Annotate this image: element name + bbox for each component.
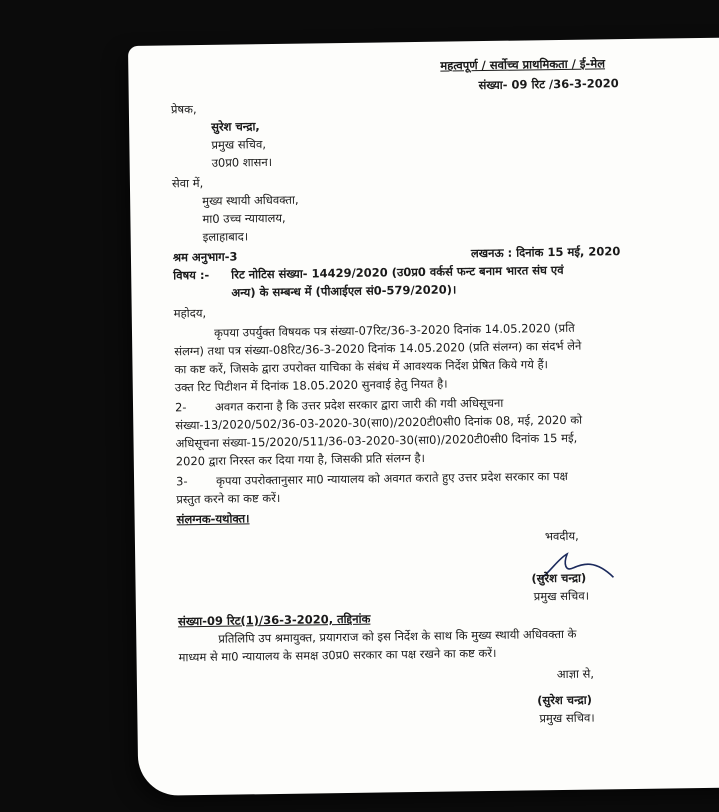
subject-label: विषय :- (173, 267, 210, 283)
letter-content (128, 38, 719, 796)
recipient-city: इलाहाबाद। (202, 229, 249, 244)
copy-order: आज्ञा से, (556, 666, 595, 682)
copy-reference: संख्या-09 रिट(1)/36-3-2020, तद्दिनांक (177, 611, 371, 629)
sender-name: सुरेश चन्द्रा, (211, 119, 260, 134)
paragraph-2-line-4: 2020 द्वारा निरस्त कर दिया गया है, जिसकी प्रति संलग्न है। (175, 450, 426, 469)
salutation: महोदय, (173, 305, 207, 321)
copy-line-1: प्रतिलिपि उप श्रमायुक्त, प्रयागराज को इस निर्देश के साथ कि मुख्य स्थायी अधिवक्ता के (218, 626, 577, 646)
paragraph-1-line-2: संलग्न) तथा पत्र संख्या-08रिट/36-3-2020 दिनांक 14.05.2020 (प्रति संलग्न) का संदर्भ लेने (174, 338, 582, 359)
paragraph-3-line-1: कृपया उपरोक्तानुसार मा0 न्यायालय को अवगत कराते हुए उत्तर प्रदेश सरकार का पक्ष (215, 468, 568, 488)
subject-line-1: रिट नोटिस संख्या- 14429/2020 (उ0प्र0 वर्कर्स फन्ट बनाम भारत संघ एवं (231, 262, 564, 282)
recipient-designation: मुख्य स्थायी अधिवक्ता, (202, 192, 299, 208)
closing-designation: प्रमुख सचिव। (533, 588, 590, 604)
closing-regards: भवदीय, (544, 528, 579, 544)
copy-name: (सुरेश चन्द्रा) (537, 692, 593, 708)
paragraph-1-line-1: कृपया उपर्युक्त विषयक पत्र संख्या-07रिट/36-3-2020 दिनांक 14.05.2020 (प्रति (213, 320, 575, 340)
copy-line-2: माध्यम से मा0 न्यायालय के समक्ष उ0प्र0 सरकार का पक्ष रखने का कष्ट करें। (178, 645, 497, 665)
priority-header: महत्वपूर्ण / सर्वोच्च प्राथमिकता / ई-मेल (440, 56, 606, 73)
enclosure-note: संलग्नक-यथोक्त। (176, 511, 250, 527)
paragraph-2-line-2: संख्या-13/2020/502/36-03-2020-30(सा0)/2020टी0सी0 दिनांक 08, मई, 2020 को (175, 412, 583, 433)
letter-page (128, 38, 719, 796)
recipient-court: मा0 उच्च न्यायालय, (202, 210, 286, 226)
copy-designation: प्रमुख सचिव। (539, 710, 595, 726)
sender-designation: प्रमुख सचिव, (211, 137, 267, 152)
recipient-label: सेवा में, (171, 175, 204, 191)
sender-office: उ0प्र0 शासन। (211, 155, 273, 170)
paragraph-2-number: 2- (174, 400, 187, 415)
paragraph-1-line-3: का कष्ट करें, जिसके द्वारा उपरोक्त याचिका के संबंध में आवश्यक निर्देश प्रेषित किये गये हैं। (174, 357, 549, 377)
sender-label: प्रेषक, (170, 102, 197, 117)
section-name: श्रम अनुभाग-3 (172, 249, 238, 265)
paragraph-3-number: 3- (175, 474, 188, 489)
paragraph-3-line-2: प्रस्तुत करने का कष्ट करें। (176, 490, 281, 507)
paragraph-2-line-1: अवगत कराना है कि उत्तर प्रदेश सरकार द्वारा जारी की गयी अधिसूचना (214, 395, 504, 414)
closing-name: (सुरेश चन्द्रा) (531, 570, 587, 586)
subject-line-2: अन्य) के सम्बन्ध में (पीआईएल सं0-579/2020)। (231, 282, 457, 300)
letter-date: लखनऊ : दिनांक 15 मई, 2020 (470, 244, 621, 261)
paragraph-1-line-4: उक्त रिट पिटीशन में दिनांक 18.05.2020 सुनवाई हेतु नियत है। (174, 376, 448, 395)
reference-number: संख्या- 09 रिट /36-3-2020 (478, 76, 619, 93)
paragraph-2-line-3: अधिसूचना संख्या-15/2020/511/36-03-2020-30(सा0)/2020टी0सी0 दिनांक 15 मई, (175, 430, 578, 451)
